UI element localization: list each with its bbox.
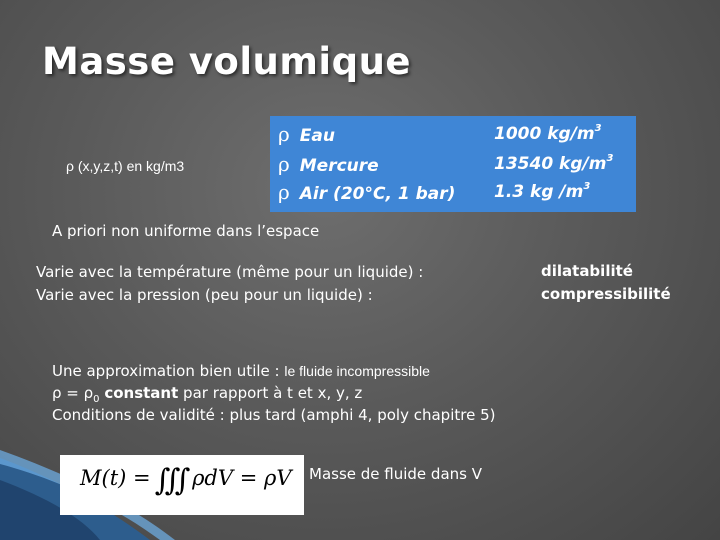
rho-subscript: 0 — [93, 394, 100, 405]
material-name: Eau — [299, 126, 335, 146]
formula-rhs: ρdV = ρV — [192, 466, 292, 490]
triple-integral-symbol: ∭ — [154, 463, 185, 498]
temperature-line: Varie avec la température (même pour un liquide) : — [36, 263, 424, 281]
rho-equation: ρ = ρ — [52, 384, 94, 402]
value-text: 1.3 kg /m — [494, 182, 584, 202]
validity-line: Conditions de validité : plus tard (amphi 4, poly chapitre 5) — [52, 406, 496, 424]
value-exponent: 3 — [594, 123, 602, 134]
dilatabilite-label: dilatabilité — [541, 262, 633, 280]
formula-lhs: M(t) = — [80, 466, 151, 490]
density-table — [270, 116, 636, 212]
slide-title: Masse volumique — [42, 40, 412, 83]
value-text: 13540 kg/m — [494, 154, 607, 174]
pressure-line: Varie avec la pression (peu pour un liquide) : — [36, 286, 373, 304]
value-exponent: 3 — [606, 153, 614, 164]
material-name: Air (20°C, 1 bar) — [299, 184, 456, 204]
rho-definition: ρ (x,y,z,t) en kg/m3 — [66, 158, 185, 174]
value-text: 1000 kg/m — [494, 124, 595, 144]
rho-symbol: ρ — [278, 152, 290, 176]
incompressible-term: le fluide incompressible — [284, 363, 430, 379]
rho-symbol: ρ — [278, 122, 290, 146]
constant-rest: par rapport à t et x, y, z — [183, 384, 363, 402]
density-value-air — [494, 180, 590, 204]
density-row-eau — [278, 122, 335, 146]
density-row-air — [278, 180, 455, 204]
rho-constant-line — [52, 384, 362, 405]
mass-formula — [60, 455, 304, 515]
constant-word: constant — [104, 384, 179, 402]
approximation-line — [52, 362, 430, 380]
approximation-prefix: Une approximation bien utile : — [52, 362, 280, 380]
compressibilite-label: compressibilité — [541, 285, 671, 303]
non-uniform-line: A priori non uniforme dans l’espace — [52, 222, 320, 240]
formula-caption: Masse de fluide dans V — [309, 465, 482, 483]
density-value-mercure — [494, 152, 613, 176]
value-exponent: 3 — [583, 181, 591, 192]
density-row-mercure — [278, 152, 379, 176]
material-name: Mercure — [299, 156, 379, 176]
rho-symbol: ρ — [278, 180, 290, 204]
formula-expression — [80, 463, 292, 498]
density-value-eau — [494, 122, 602, 146]
